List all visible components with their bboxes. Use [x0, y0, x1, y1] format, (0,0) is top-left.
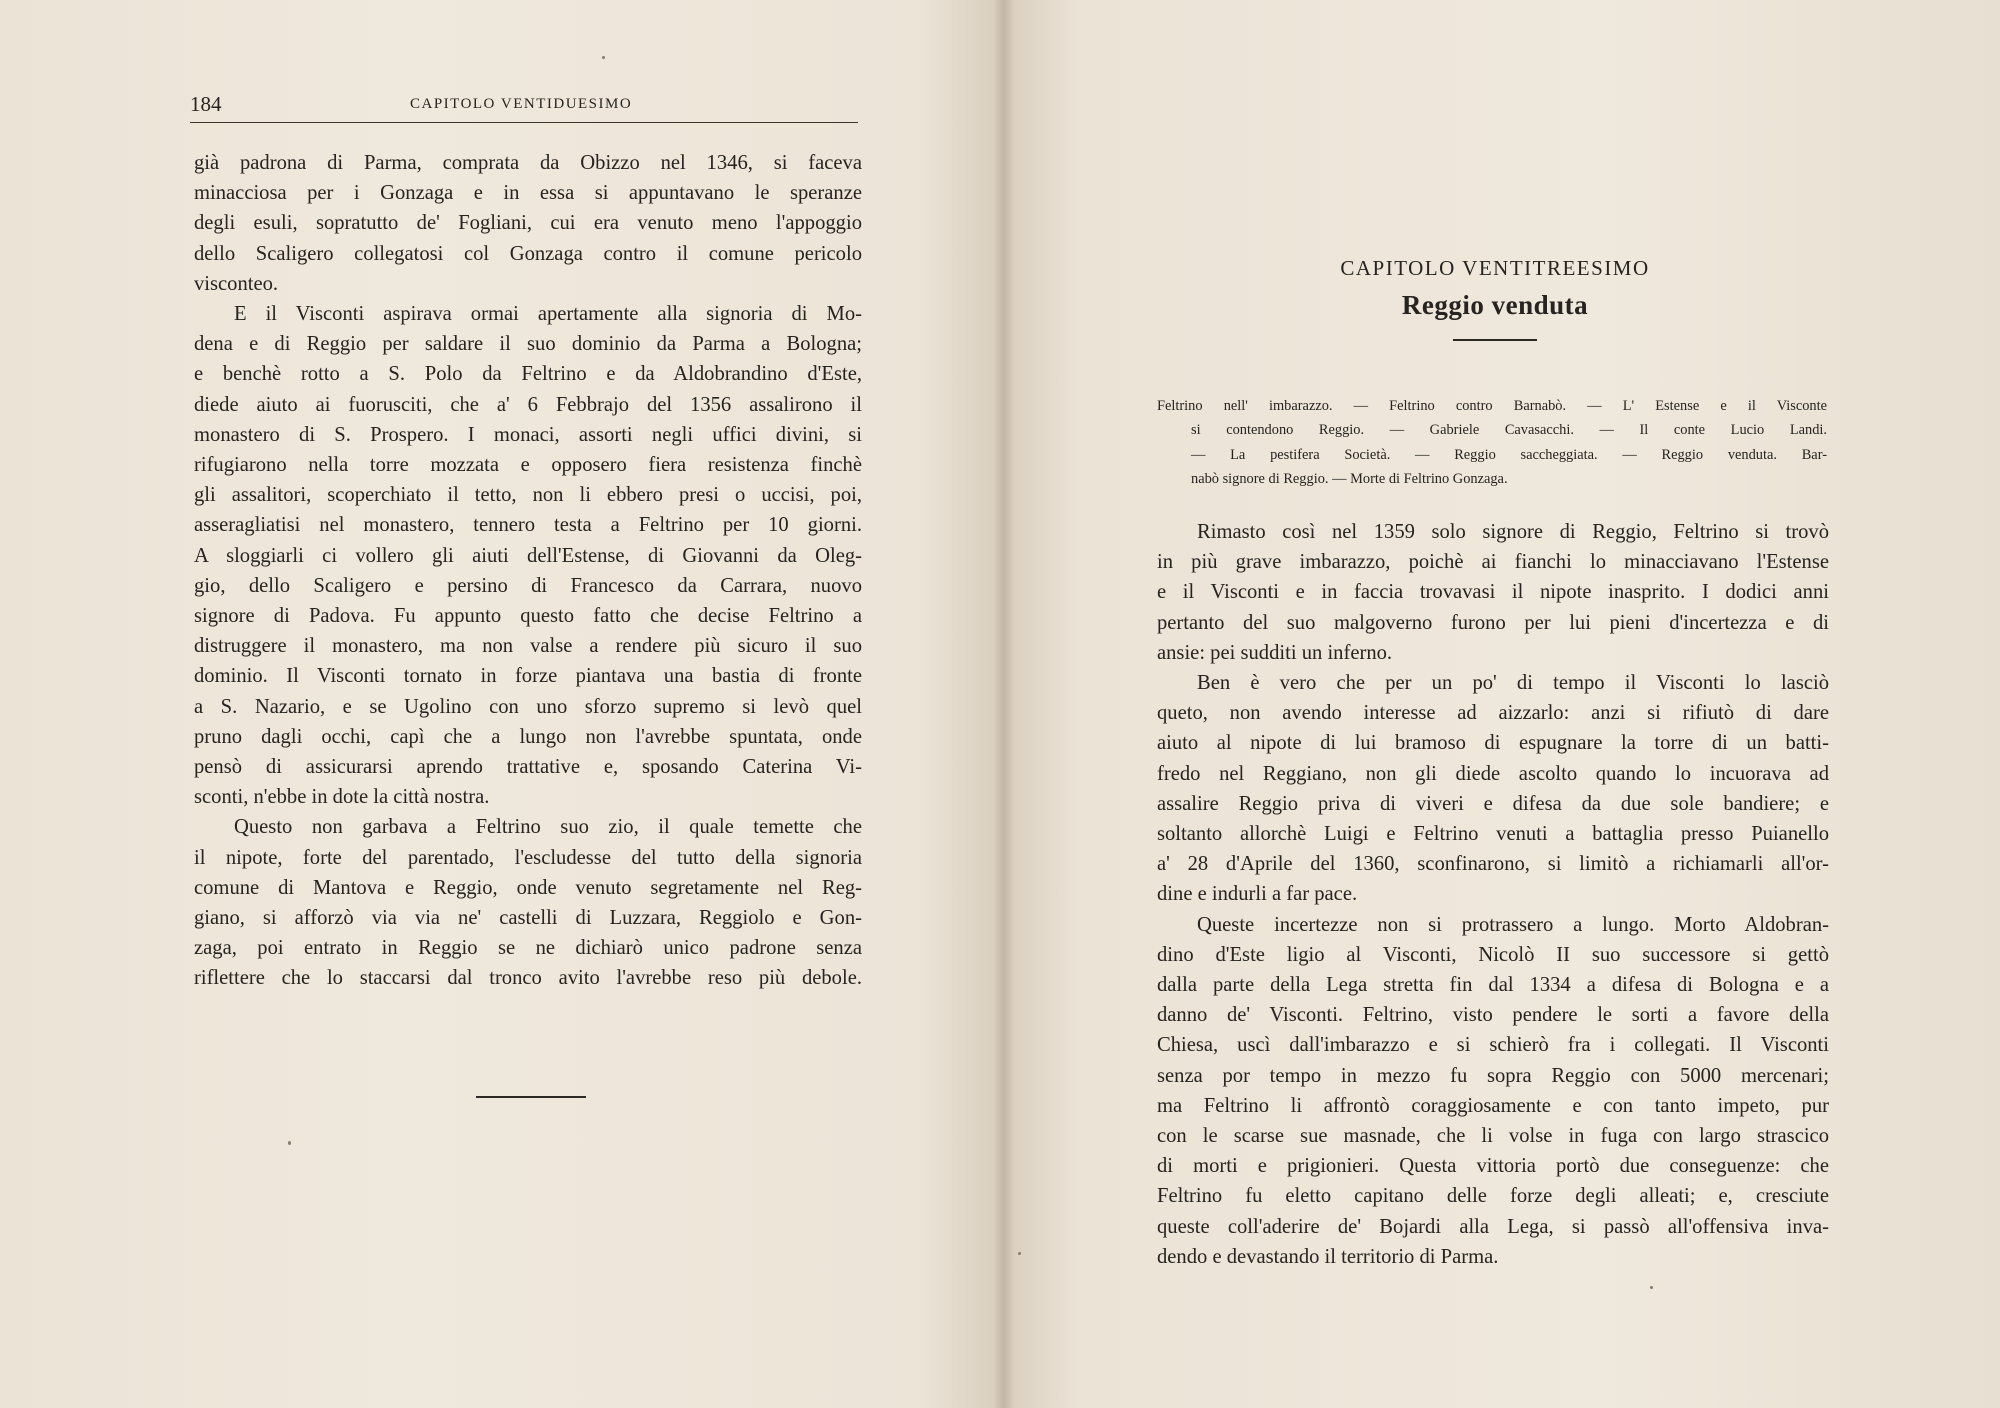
chapter-summary — [1157, 394, 1827, 491]
summary-line: si contendono Reggio. — Gabriele Cavasacchi. — Il conte Lucio Landi. — [1191, 422, 1827, 439]
text-line: E il Visconti aspirava ormai apertamente alla signoria di Mo- — [234, 303, 862, 326]
text-line: dominio. Il Visconti tornato in forze piantava una bastia di fronte — [194, 665, 862, 688]
text-line: a' 28 d'Aprile del 1360, sconfinarono, si limitò a richiamarli all'or- — [1157, 853, 1829, 876]
text-line: signore di Padova. Fu appunto questo fatto che decise Feltrino a — [194, 605, 862, 628]
text-line: a S. Nazario, e se Ugolino con uno sforzo supremo si levò quel — [194, 695, 862, 718]
text-line: zaga, poi entrato in Reggio se ne dichiarò unico padrone senza — [194, 937, 862, 960]
text-line: ma Feltrino li affrontò coraggiosamente e con tanto impeto, pur — [1157, 1094, 1829, 1117]
text-line: gio, dello Scaligero e persino di Francesco da Carrara, nuovo — [194, 574, 862, 597]
paper-speck — [288, 1141, 291, 1145]
page-number: 184 — [190, 92, 222, 116]
summary-line: Feltrino nell' imbarazzo. — Feltrino contro Barnabò. — L' Estense e il Visconte — [1157, 398, 1827, 414]
text-line: dendo e devastando il territorio di Parma. — [1157, 1245, 1499, 1268]
summary-line: nabò signore di Reggio. — Morte di Feltrino Gonzaga. — [1191, 470, 1508, 487]
text-line: dalla parte della Lega stretta fin dal 1334 a difesa di Bologna e a — [1157, 974, 1829, 997]
text-line: con le scarse sue masnade, che li volse in fuga con largo strascico — [1157, 1125, 1829, 1148]
text-line: assalire Reggio priva di viveri e difesa da due sole bandiere; e — [1157, 792, 1829, 815]
chapter-end-rule — [476, 1096, 586, 1098]
text-line: senza por tempo in mezzo fu sopra Reggio con 5000 mercenari; — [1157, 1064, 1829, 1087]
text-line: A sloggiarli ci vollero gli aiuti dell'Estense, di Giovanni da Oleg- — [194, 544, 862, 567]
text-line: Chiesa, uscì dall'imbarazzo e si schierò fra i collegati. Il Visconti — [1157, 1034, 1829, 1057]
text-line: Feltrino fu eletto capitano delle forze degli alleati; e, cresciute — [1157, 1185, 1829, 1208]
right-body-text — [1157, 517, 1829, 1272]
text-line: di morti e prigionieri. Questa vittoria portò due conseguenze: che — [1157, 1155, 1829, 1178]
book-gutter — [994, 0, 1014, 1408]
text-line: pertanto del suo malgoverno furono per lui pieni d'incertezza e di — [1157, 611, 1829, 634]
text-line: sconti, n'ebbe in dote la città nostra. — [194, 786, 490, 809]
running-title: CAPITOLO VENTIDUESIMO — [410, 96, 633, 112]
text-line: Ben è vero che per un po' di tempo il Visconti lo lasciò — [1197, 672, 1829, 695]
chapter-heading: CAPITOLO VENTITREESIMO — [1340, 256, 1650, 280]
text-line: fredo nel Reggiano, non gli diede ascolto quando lo incuorava ad — [1157, 762, 1829, 785]
summary-line: — La pestifera Società. — Reggio saccheggiata. — Reggio venduta. Bar- — [1191, 446, 1827, 463]
text-line: dello Scaligero collegatosi col Gonzaga contro il comune pericolo — [194, 242, 862, 265]
text-line: asseragliatisi nel monastero, tennero testa a Feltrino per 10 giorni. — [194, 514, 862, 537]
text-line: soltanto allorchè Luigi e Feltrino venuti a battaglia presso Puianello — [1157, 823, 1829, 846]
text-line: diede aiuto ai fuorusciti, che a' 6 Febbrajo del 1356 assalirono il — [194, 393, 862, 416]
text-line: in più grave imbarazzo, poichè ai fianchi lo minacciavano l'Estense — [1157, 551, 1829, 574]
left-body-text — [194, 148, 862, 994]
text-line: Queste incertezze non si protrassero a lungo. Morto Aldobran- — [1197, 913, 1829, 936]
text-line: Rimasto così nel 1359 solo signore di Reggio, Feltrino si trovò — [1197, 521, 1829, 543]
text-line: dena e di Reggio per saldare il suo dominio da Parma a Bologna; — [194, 333, 862, 356]
paper-speck — [1650, 1286, 1653, 1289]
title-rule — [1453, 339, 1537, 341]
text-line: rifugiarono nella torre mozzata e opposero fiera resistenza finchè — [194, 454, 862, 477]
text-line: dine e indurli a far pace. — [1157, 883, 1358, 906]
text-line: il nipote, forte del parentado, l'escludesse del tutto della signoria — [194, 846, 862, 869]
text-line: gli assalitori, scoperchiato il tetto, non li ebbero presi o uccisi, poi, — [194, 484, 862, 507]
text-line: queste coll'aderire de' Bojardi alla Lega, si passò all'offensiva inva- — [1157, 1215, 1829, 1238]
text-line: monastero di S. Prospero. I monaci, assorti negli uffici divini, si — [194, 423, 862, 446]
text-line: pruno dagli occhi, capì che a lungo non l'avrebbe spuntata, onde — [194, 725, 862, 748]
text-line: ansie: pei sudditi un inferno. — [1157, 641, 1393, 664]
chapter-title: Reggio venduta — [1401, 290, 1589, 320]
text-line: pensò di assicurarsi aprendo trattative e, sposando Caterina Vi- — [194, 756, 862, 779]
text-line: già padrona di Parma, comprata da Obizzo nel 1346, si faceva — [194, 152, 862, 174]
text-line: comune di Mantova e Reggio, onde venuto segretamente nel Reg- — [194, 876, 862, 899]
text-line: giano, si afforzò via via ne' castelli di Luzzara, Reggiolo e Gon- — [194, 907, 862, 930]
text-line: danno de' Visconti. Feltrino, visto pendere le sorti a favore della — [1157, 1004, 1829, 1027]
text-line: degli esuli, sopratutto de' Fogliani, cui era venuto meno l'appoggio — [194, 212, 862, 235]
text-line: queto, non avendo interesse ad aizzarlo: anzi si rifiutò di dare — [1157, 702, 1829, 725]
text-line: e il Visconti e in faccia trovavasi il nipote inasprito. I dodici anni — [1157, 581, 1829, 604]
paper-speck — [1018, 1252, 1021, 1255]
text-line: distruggere il monastero, ma non valse a rendere più sicuro il suo — [194, 635, 862, 658]
text-line: dino d'Este ligio al Visconti, Nicolò II suo successore si gettò — [1157, 943, 1829, 966]
text-line: Questo non garbava a Feltrino suo zio, il quale temette che — [234, 816, 862, 839]
text-line: aiuto al nipote di lui bramoso di espugnare la torre di un batti- — [1157, 732, 1829, 755]
paper-speck — [602, 56, 605, 59]
text-line: e benchè rotto a S. Polo da Feltrino e da Aldobrandino d'Este, — [194, 363, 862, 386]
text-line: minacciosa per i Gonzaga e in essa si appuntavano le speranze — [194, 182, 862, 205]
running-header — [190, 88, 858, 123]
text-line: visconteo. — [194, 272, 279, 295]
text-line: riflettere che lo staccarsi dal tronco avito l'avrebbe reso più debole. — [194, 967, 862, 990]
